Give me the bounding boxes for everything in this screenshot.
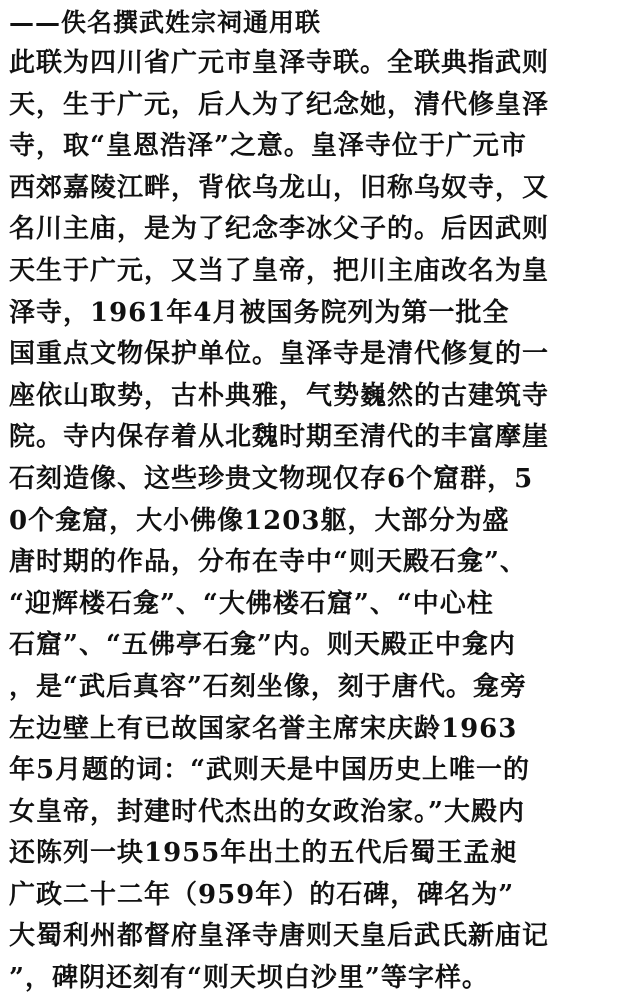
text-line: 广政二十二年（959年）的石碑，碑名为” — [9, 879, 515, 910]
text-line: 天，生于广元，后人为了纪念她，清代修皇泽 — [9, 89, 550, 120]
text-line: 0个龛窟，大小佛像1203躯，大部分为盛 — [9, 505, 510, 536]
text-line: 此联为四川省广元市皇泽寺联。全联典指武则 — [9, 48, 550, 78]
text-line: 座依山取势，古朴典雅，气势巍然的古建筑寺 — [9, 380, 550, 411]
text-line: 国重点文物保护单位。皇泽寺是清代修复的一 — [9, 339, 550, 370]
text-line: 西郊嘉陵江畔，背依乌龙山，旧称乌奴寺，又 — [9, 172, 550, 203]
text-line: 石刻造像、这些珍贵文物现仅存6个窟群，5 — [9, 463, 534, 494]
text-line: 还陈列一块1955年出土的五代后蜀王孟昶 — [9, 838, 518, 869]
text-line: 泽寺，1961年4月被国务院列为第一批全 — [9, 297, 510, 328]
text-line: ，是“武后真容”石刻坐像，刻于唐代。龛旁 — [9, 671, 527, 702]
text-line: 天生于广元，又当了皇帝，把川主庙改名为皇 — [9, 255, 550, 286]
text-line: 女皇帝，封建时代杰出的女政治家。”大殿内 — [9, 796, 525, 827]
text-line: 石窟”、“五佛亭石龛”内。则天殿正中龛内 — [9, 630, 516, 661]
document-title: ——佚名撰武姓宗祠通用联 — [9, 8, 322, 37]
text-line: 左边壁上有已故国家名誉主席宋庆龄1963 — [9, 713, 518, 744]
text-line: 寺，取“皇恩浩泽”之意。皇泽寺位于广元市 — [9, 131, 527, 162]
text-line: 院。寺内保存着从北魏时期至清代的丰富摩崖 — [9, 422, 550, 453]
text-line: ”，碑阴还刻有“则天坝白沙里”等字样。 — [9, 963, 489, 994]
text-line: “迎辉楼石龛”、“大佛楼石窟”、“中心柱 — [9, 588, 494, 619]
text-line: 大蜀利州都督府皇泽寺唐则天皇后武氏新庙记 — [9, 921, 550, 952]
text-line: 唐时期的作品，分布在寺中“则天殿石龛”、 — [9, 547, 527, 578]
text-line: 名川主庙，是为了纪念李冰父子的。后因武则 — [9, 214, 550, 245]
text-line: 年5月题的词：“武则天是中国历史上唯一的 — [9, 755, 531, 786]
